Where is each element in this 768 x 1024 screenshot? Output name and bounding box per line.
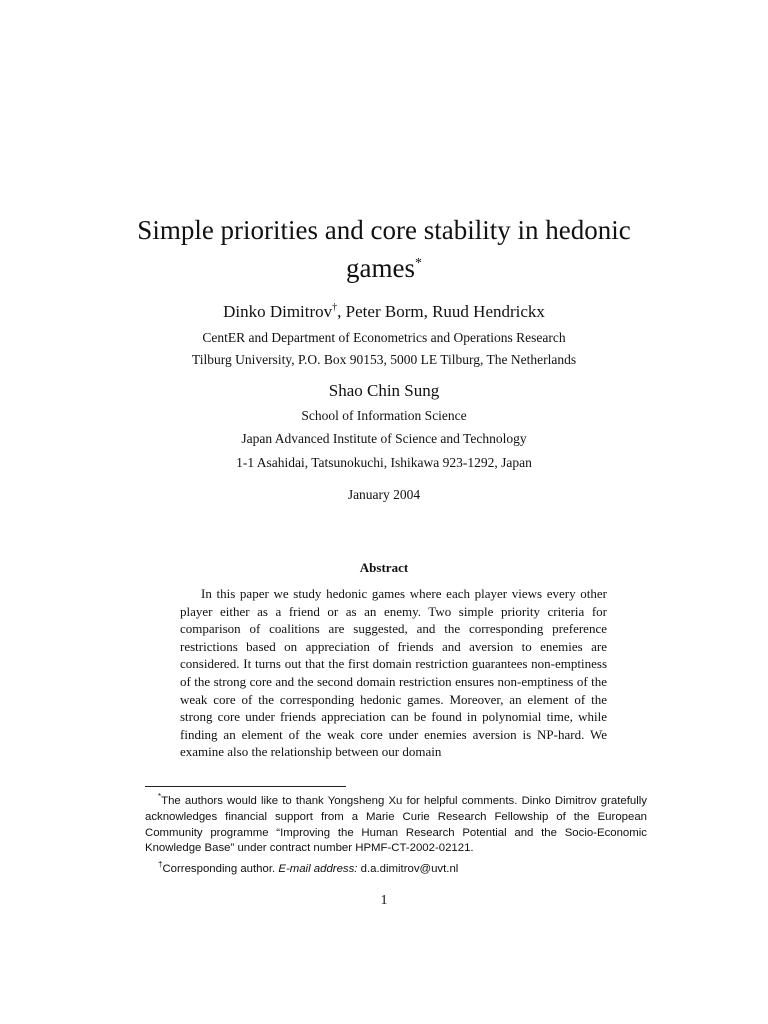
footnote-1-mark: * xyxy=(158,792,162,801)
affiliation-2-line-1: School of Information Science xyxy=(301,408,467,423)
affiliation-2-line-2: Japan Advanced Institute of Science and Technology xyxy=(241,431,527,446)
footnote-2-label: Corresponding author. xyxy=(162,863,276,876)
footnote-2 xyxy=(145,857,647,878)
title-text: Simple priorities and core stability in hedonic games xyxy=(137,215,631,283)
footnote-2-mark: † xyxy=(158,860,163,870)
affiliation-1-line-2: Tilburg University, P.O. Box 90153, 5000 LE Tilburg, The Netherlands xyxy=(191,352,577,367)
footnotes xyxy=(145,789,647,878)
abstract-body: In this paper we study hedonic games where each player views every other player either as a friend or as an enemy. Two simple priority criteria for comparison of coalitions are suggested, and the corresponding preference restrictions based on appreciation of friends and aversion to enemies are considered. It turns out that the first domain restriction guarantees non-emptiness of the strong core and the second domain restriction ensures non-emptiness of the weak core of the corresponding hedonic games. Moreover, an element of the strong core under friends appreciation can be found in polynomial time, while finding an element of the weak core under enemies aversion is NP-hard. We examine also the relationship between our domain xyxy=(180,586,607,760)
title-footnote-mark: * xyxy=(414,256,422,271)
author-sung: Shao Chin Sung xyxy=(328,381,440,400)
footnote-rule xyxy=(145,786,346,787)
footnote-2-email-label: E-mail address: xyxy=(278,863,358,876)
author-dimitrov: Dinko Dimitrov xyxy=(223,302,333,321)
paper-title xyxy=(120,214,648,285)
affiliation-1-line-1: CentER and Department of Econometrics and Operations Research xyxy=(202,330,566,345)
affiliation-2-line-3: 1-1 Asahidai, Tatsunokuchi, Ishikawa 923-1292, Japan xyxy=(236,455,532,470)
paper-date: January 2004 xyxy=(347,487,421,502)
footnote-1 xyxy=(145,789,647,857)
corresponding-author-mark: † xyxy=(332,302,338,313)
footnote-1-text: The authors would like to thank Yongsheng Xu for helpful comments. Dinko Dimitrov gratefully acknowledges financial support from a Marie Curie Research Fellowship of the European Community programme “Improving the Human Research Potential and the Socio-Economic Knowledge Base” under contract number HPMF-CT-2002-02121. xyxy=(145,795,647,855)
authors-line-1 xyxy=(0,302,768,322)
page-number: 1 xyxy=(380,893,388,908)
authors-others: , Peter Borm, Ruud Hendrickx xyxy=(337,302,545,321)
abstract-heading: Abstract xyxy=(359,560,409,575)
email-address: d.a.dimitrov@uvt.nl xyxy=(360,863,459,876)
